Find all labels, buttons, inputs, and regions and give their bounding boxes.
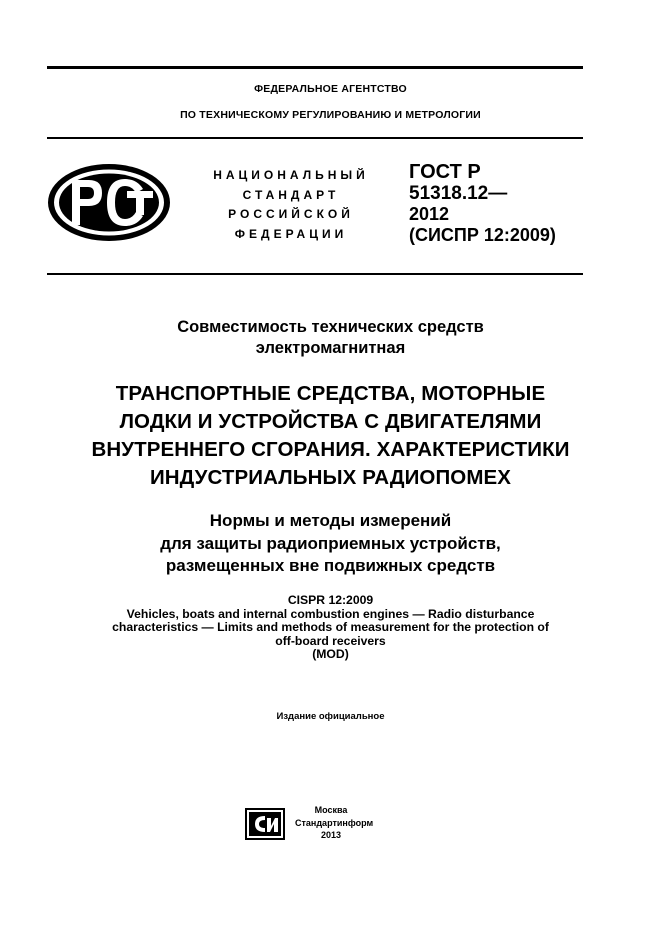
pct-certification-logo-icon — [47, 163, 171, 242]
cispr-code: CISPR 12:2009 — [287, 593, 374, 607]
national-line: РОССИЙСКОЙ — [228, 207, 354, 221]
edition-label: Издание официальное — [276, 711, 385, 722]
gost-number-block — [409, 162, 556, 246]
subtitle — [0, 510, 661, 578]
english-title — [0, 594, 661, 662]
subject-line: электромагнитная — [255, 339, 406, 357]
english-line: characteristics — Limits and methods of measurement for the protection of — [112, 620, 549, 634]
main-title — [0, 380, 661, 492]
main-title-line: ВНУТРЕННЕГО СГОРАНИЯ. ХАРАКТЕРИСТИКИ — [91, 438, 570, 461]
national-standard-block — [196, 166, 386, 244]
national-line: СТАНДАРТ — [242, 187, 340, 202]
subtitle-line: для защиты радиоприемных устройств, — [160, 533, 501, 553]
publisher-year: 2013 — [320, 830, 342, 840]
subtitle-line: Нормы и методы измерений — [209, 511, 452, 530]
agency-line-1: ФЕДЕРАЛЬНОЕ АГЕНТСТВО — [254, 83, 407, 95]
english-line: off-board receivers — [275, 633, 386, 648]
gost-line: ГОСТ Р — [409, 161, 481, 183]
publisher — [295, 804, 374, 842]
gost-line: 2012 — [409, 204, 450, 224]
top-rule — [47, 66, 583, 69]
english-line: Vehicles, boats and internal combustion engines — Radio disturbance — [126, 606, 535, 621]
gost-line: (СИСПР 12:2009) — [409, 225, 556, 245]
agency-line-2: ПО ТЕХНИЧЕСКОМУ РЕГУЛИРОВАНИЮ И МЕТРОЛОГИИ — [180, 109, 481, 121]
publisher-city: Москва — [314, 805, 348, 815]
rule-2 — [47, 137, 583, 139]
main-title-line: ТРАНСПОРТНЫЕ СРЕДСТВА, МОТОРНЫЕ — [115, 382, 546, 405]
mod-label: (MOD) — [312, 647, 349, 661]
subject-line: Совместимость технических средств — [177, 318, 484, 336]
gost-line: 51318.12— — [409, 183, 508, 204]
main-title-line: ЛОДКИ И УСТРОЙСТВА С ДВИГАТЕЛЯМИ — [119, 410, 542, 433]
rule-3 — [47, 273, 583, 275]
national-line: ФЕДЕРАЦИИ — [234, 226, 348, 241]
national-line: НАЦИОНАЛЬНЫЙ — [213, 168, 369, 182]
publisher-name: Стандартинформ — [295, 817, 374, 828]
main-title-line: ИНДУСТРИАЛЬНЫХ РАДИОПОМЕХ — [149, 466, 512, 489]
standartinform-logo-icon — [245, 808, 285, 840]
subtitle-line: размещенных вне подвижных средств — [165, 556, 496, 575]
subject-title — [0, 317, 661, 359]
